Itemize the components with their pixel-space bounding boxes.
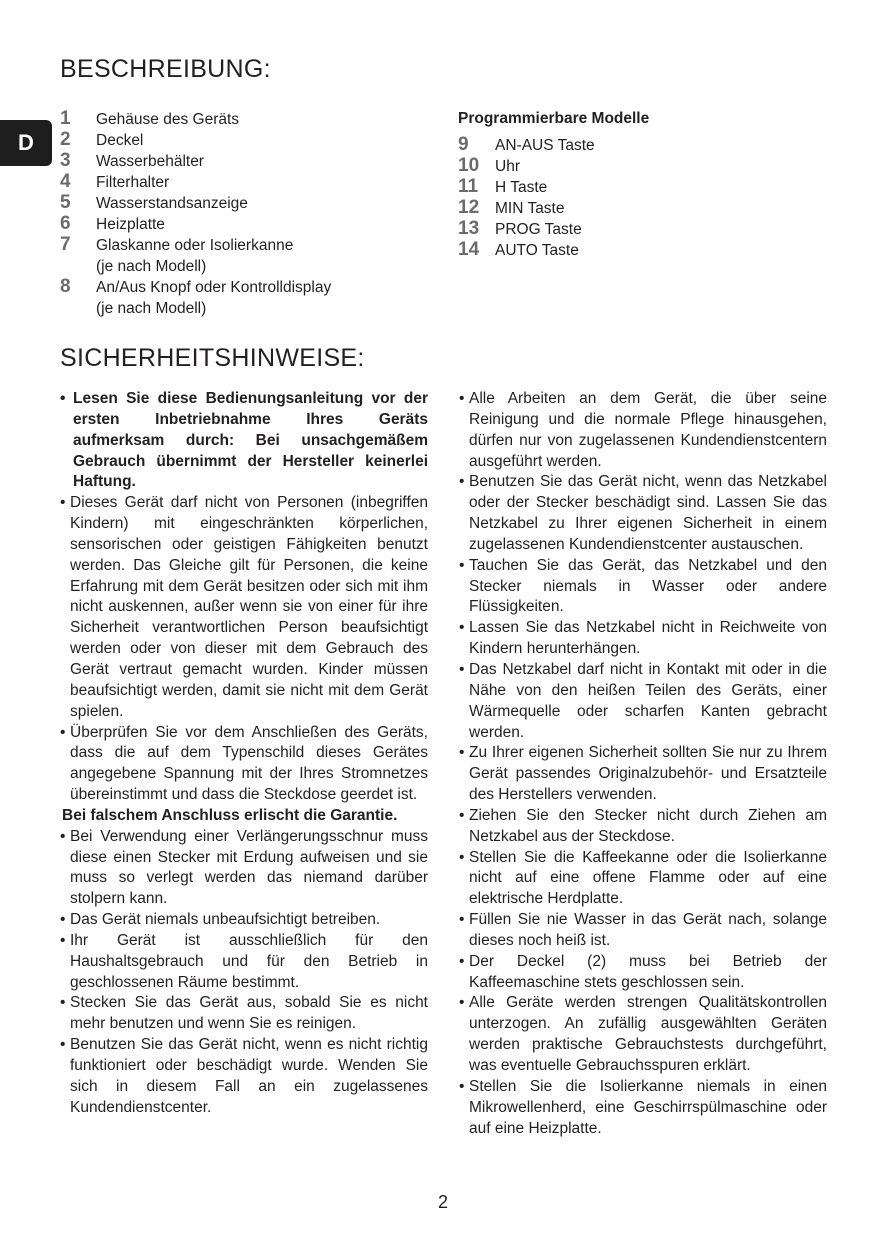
safety-item: • Lassen Sie das Netzkabel nicht in Reichweite von Kindern herunterhängen. <box>459 618 827 660</box>
part-number: 10 <box>458 155 480 176</box>
safety-item: • Lesen Sie diese Bedienungsanleitung vor der ersten Inbetriebnahme Ihres Geräts aufmerksam durch: Bei unsachgemäßem Gebrauch übernimmt der Hersteller keinerlei Haftung. <box>60 389 428 493</box>
part-number: 5 <box>60 192 71 213</box>
list-item <box>60 277 400 319</box>
part-label: H Taste <box>495 179 548 196</box>
list-item <box>60 130 400 151</box>
programmable-models-heading: Programmierbare Modelle <box>458 110 650 127</box>
part-number: 6 <box>60 213 71 234</box>
safety-heading: SICHERHEITSHINWEISE: <box>60 344 365 372</box>
list-item <box>60 193 400 214</box>
list-item <box>60 214 400 235</box>
safety-item: • Alle Arbeiten an dem Gerät, die über seine Reinigung und die normale Pflege hinausgehen, dürfen nur von zugelassenen Kundendienstcentern ausgeführt werden. <box>459 389 827 472</box>
safety-item: • Stecken Sie das Gerät aus, sobald Sie es nicht mehr benutzen und wenn Sie es reinigen. <box>60 993 428 1035</box>
safety-item: • Benutzen Sie das Gerät nicht, wenn es nicht richtig funktioniert oder beschädigt wurde. Wenden Sie sich in diesem Fall an ein zugelassenes Kundendienstcenter. <box>60 1035 428 1118</box>
part-label: Heizplatte <box>96 216 165 233</box>
part-label: Deckel <box>96 132 144 149</box>
list-item <box>60 109 400 130</box>
safety-item: • Ihr Gerät ist ausschließlich für den Haushaltsgebrauch und für den Betrieb in geschlossenen Räume bestimmt. <box>60 931 428 994</box>
description-heading: BESCHREIBUNG: <box>60 55 271 83</box>
list-item <box>458 219 838 240</box>
part-label: Wasserbehälter <box>96 153 204 170</box>
safety-item: • Der Deckel (2) muss bei Betrieb der Kaffeemaschine stets geschlossen sein. <box>459 952 827 994</box>
part-note: (je nach Modell) <box>96 300 207 317</box>
part-label: AUTO Taste <box>495 242 579 259</box>
safety-item: • Alle Geräte werden strengen Qualitätskontrollen unterzogen. An zufällig ausgewählten Geräten werden praktische Gebrauchstests durchgeführt, was eventuelle Gebrauchsspuren erklärt. <box>459 993 827 1076</box>
programmable-parts-list <box>458 135 838 261</box>
part-number: 14 <box>458 239 480 260</box>
part-label: Uhr <box>495 158 520 175</box>
part-number: 13 <box>458 218 480 239</box>
part-label: Filterhalter <box>96 174 170 191</box>
part-label: Gehäuse des Geräts <box>96 111 240 128</box>
part-label-group <box>96 277 331 319</box>
safety-item: • Stellen Sie die Kaffeekanne oder die Isolierkanne nicht auf eine offene Flamme oder auf eine elektrische Herdplatte. <box>459 848 827 911</box>
part-label-group <box>96 235 293 277</box>
part-number: 3 <box>60 150 71 171</box>
list-item <box>458 198 838 219</box>
list-item <box>458 240 838 261</box>
part-number: 12 <box>458 197 480 218</box>
parts-list <box>60 109 400 319</box>
list-item <box>60 151 400 172</box>
safety-item: • Das Netzkabel darf nicht in Kontakt mit oder in die Nähe von den heißen Teilen des Geräts, einer Wärmequelle oder scharfen Kanten gebracht werden. <box>459 660 827 743</box>
part-number: 7 <box>60 234 71 255</box>
safety-item: • Tauchen Sie das Gerät, das Netzkabel und den Stecker niemals in Wasser oder andere Flüssigkeiten. <box>459 556 827 619</box>
safety-item: • Bei Verwendung einer Verlängerungsschnur muss diese einen Stecker mit Erdung aufweisen und sie muss so verlegt werden das niemand darüber stolpern kann. <box>60 827 428 910</box>
list-item <box>60 172 400 193</box>
part-number: 1 <box>60 108 71 129</box>
part-number: 4 <box>60 171 71 192</box>
part-label: MIN Taste <box>495 200 565 217</box>
safety-column-left <box>60 389 428 1119</box>
list-item <box>458 135 838 156</box>
part-note: (je nach Modell) <box>96 258 207 275</box>
safety-item: • Zu Ihrer eigenen Sicherheit sollten Sie nur zu Ihrem Gerät passendes Originalzubehör- und Ersatzteile des Herstellers verwenden. <box>459 743 827 806</box>
safety-item: • Füllen Sie nie Wasser in das Gerät nach, solange dieses noch heiß ist. <box>459 910 827 952</box>
part-number: 8 <box>60 276 71 297</box>
page-number: 2 <box>437 1192 448 1212</box>
part-number: 9 <box>458 134 469 155</box>
part-label: Wasserstandsanzeige <box>96 195 248 212</box>
part-label: An/Aus Knopf oder Kontrolldisplay <box>96 279 332 296</box>
part-number: 2 <box>60 129 71 150</box>
safety-item: • Dieses Gerät darf nicht von Personen (inbegriffen Kindern) mit eingeschränkten körperlichen, sensorischen oder geistigen Fähigkeiten benutzt werden. Das Gleiche gilt für Personen, die keine Erfahrung mit dem Gerät besitzen oder sich mit ihm nicht auskennen, außer wenn sie von einer für ihre Sicherheit verantwortlichen Person beaufsichtigt werden oder von dieser mit dem Gebrauch des Gerät vertraut gemacht wurden. Kinder müssen beaufsichtigt werden, damit sie nicht mit dem Gerät spielen. <box>60 493 428 722</box>
language-tab: D <box>0 120 52 166</box>
safety-item: • Benutzen Sie das Gerät nicht, wenn das Netzkabel oder der Stecker beschädigt sind. Lassen Sie das Netzkabel zu Ihrer eigenen Sicherheit in einem zugelassenen Kundendienstcenter austauschen. <box>459 472 827 555</box>
list-item <box>458 177 838 198</box>
list-item <box>458 156 838 177</box>
part-number: 11 <box>458 176 479 197</box>
safety-item: • Überprüfen Sie vor dem Anschließen des Geräts, dass die auf dem Typenschild dieses Gerätes angegebene Spannung mit der Ihres Stromnetzes übereinstimmt und dass die Steckdose geerdet ist. <box>60 723 428 806</box>
part-label: AN-AUS Taste <box>495 137 595 154</box>
warranty-note: Bei falschem Anschluss erlischt die Garantie. <box>62 806 398 824</box>
list-item <box>60 235 400 277</box>
safety-item: • Ziehen Sie den Stecker nicht durch Ziehen am Netzkabel aus der Steckdose. <box>459 806 827 848</box>
part-label: PROG Taste <box>495 221 582 238</box>
safety-column-right <box>459 389 827 1139</box>
safety-item: • Das Gerät niemals unbeaufsichtigt betreiben. <box>60 910 428 931</box>
safety-item: • Stellen Sie die Isolierkanne niemals in einen Mikrowellenherd, eine Geschirrspülmaschine oder auf eine Heizplatte. <box>459 1077 827 1140</box>
part-label: Glaskanne oder Isolierkanne <box>96 237 294 254</box>
